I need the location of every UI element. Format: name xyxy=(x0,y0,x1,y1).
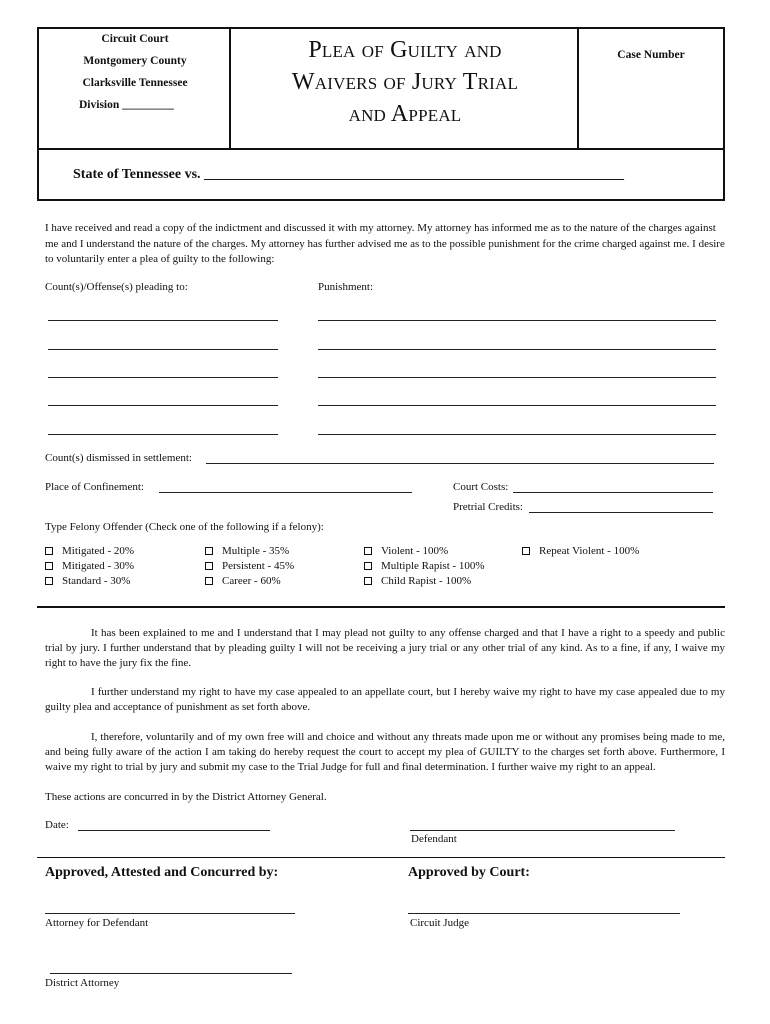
form-title-cell xyxy=(231,29,579,150)
option-multiple-rapist-100[interactable]: Multiple Rapist - 100% xyxy=(364,560,485,572)
attorney-label: Attorney for Defendant xyxy=(45,917,149,929)
attorney-signature-line[interactable] xyxy=(45,913,295,914)
option-career-60[interactable]: Career - 60% xyxy=(205,575,281,587)
count-line[interactable] xyxy=(48,349,278,350)
section-divider xyxy=(37,606,725,608)
court-costs-label: Court Costs: xyxy=(453,481,509,493)
district-attorney-label: District Attorney xyxy=(45,977,120,989)
judge-signature-line[interactable] xyxy=(408,913,680,914)
counts-label: Count(s)/Offense(s) pleading to: xyxy=(45,281,188,293)
form-title-line-2: Waivers of Jury Trial xyxy=(291,69,519,95)
court-name: Circuit Court xyxy=(101,33,169,45)
checkbox-icon[interactable] xyxy=(45,577,53,585)
punishment-line[interactable] xyxy=(318,405,716,406)
date-label: Date: xyxy=(45,819,69,831)
checkbox-icon[interactable] xyxy=(45,562,53,570)
intro-paragraph: I have received and read a copy of the indictment and discussed it with my attorney. My attorney has informed me as to the nature of the charges against me and I understand the nature of the charges. My attorney has further advised me as to the possible punishment for the crime charged against me. I desire to voluntarily enter a plea of guilty to the following: xyxy=(45,222,725,265)
punishment-line[interactable] xyxy=(318,349,716,350)
county-name: Montgomery County xyxy=(83,55,187,67)
judge-label: Circuit Judge xyxy=(410,917,469,929)
signature-divider xyxy=(37,857,725,858)
option-mitigated-30[interactable]: Mitigated - 30% xyxy=(45,560,134,572)
count-line[interactable] xyxy=(48,320,278,321)
punishment-line[interactable] xyxy=(318,377,716,378)
punishment-line[interactable] xyxy=(318,320,716,321)
option-standard-30[interactable]: Standard - 30% xyxy=(45,575,130,587)
option-repeat-violent-100[interactable]: Repeat Violent - 100% xyxy=(522,545,639,557)
form-title-line-3: and Appeal xyxy=(348,101,462,127)
checkbox-icon[interactable] xyxy=(45,547,53,555)
option-persistent-45[interactable]: Persistent - 45% xyxy=(205,560,294,572)
checkbox-icon[interactable] xyxy=(205,577,213,585)
count-line[interactable] xyxy=(48,377,278,378)
state-vs-field[interactable]: State of Tennessee vs. ____________________________________________________________ xyxy=(73,167,625,182)
district-attorney-signature-line[interactable] xyxy=(50,973,292,974)
approved-attested-heading: Approved, Attested and Concurred by: xyxy=(45,865,279,880)
case-number-cell[interactable] xyxy=(579,29,723,150)
defendant-signature-line[interactable] xyxy=(410,830,675,831)
checkbox-icon[interactable] xyxy=(364,577,372,585)
date-line[interactable] xyxy=(78,830,270,831)
division-field[interactable]: Division _________ xyxy=(79,99,174,111)
checkbox-icon[interactable] xyxy=(205,562,213,570)
count-line[interactable] xyxy=(48,405,278,406)
punishment-line[interactable] xyxy=(318,434,716,435)
da-concurrence-text: These actions are concurred in by the District Attorney General. xyxy=(45,791,327,803)
punishment-label: Punishment: xyxy=(318,281,374,293)
dismissed-label: Count(s) dismissed in settlement: xyxy=(45,452,192,464)
defendant-label: Defendant xyxy=(411,833,457,845)
felony-type-label: Type Felony Offender (Check one of the following if a felony): xyxy=(45,521,324,533)
waiver-paragraph-1: It has been explained to me and I understand that I may plead not guilty to any offense charged and that I have a right to a speedy and public trial by jury. I further understand that by pleading guilty I will not be receiving a jury trial or any other trial of any kind. As to a fine, if any, I waive my right to have the jury fix the fine. xyxy=(45,627,725,670)
option-child-rapist-100[interactable]: Child Rapist - 100% xyxy=(364,575,471,587)
city-state: Clarksville Tennessee xyxy=(82,77,188,89)
court-info-cell xyxy=(39,29,231,150)
case-number-label: Case Number xyxy=(617,49,685,61)
approved-court-heading: Approved by Court: xyxy=(408,865,530,880)
option-violent-100[interactable]: Violent - 100% xyxy=(364,545,448,557)
checkbox-icon[interactable] xyxy=(364,547,372,555)
option-multiple-35[interactable]: Multiple - 35% xyxy=(205,545,289,557)
checkbox-icon[interactable] xyxy=(364,562,372,570)
court-costs-line[interactable] xyxy=(513,492,713,493)
confinement-line[interactable] xyxy=(159,492,412,493)
waiver-paragraph-3: I, therefore, voluntarily and of my own free will and choice and without any threats made upon me or without any promises being made to me, and being fully aware of the action I am taking do hereby request the court to accept my plea of GUILTY to the charges set forth above. Furthermore, I waive my right to trial by jury and submit my case to the Trial Judge for full and final determination. I further waive my right to an appeal. xyxy=(45,731,725,774)
checkbox-icon[interactable] xyxy=(522,547,530,555)
form-header xyxy=(37,27,725,201)
dismissed-line[interactable] xyxy=(206,463,714,464)
confinement-label: Place of Confinement: xyxy=(45,481,144,493)
form-title-line-1: Plea of Guilty and xyxy=(308,37,502,63)
option-mitigated-20[interactable]: Mitigated - 20% xyxy=(45,545,134,557)
checkbox-icon[interactable] xyxy=(205,547,213,555)
count-line[interactable] xyxy=(48,434,278,435)
pretrial-credits-line[interactable] xyxy=(529,512,713,513)
waiver-paragraph-2: I further understand my right to have my case appealed to an appellate court, but I hereby waive my right to have my case appealed due to my guilty plea and acceptance of punishment as set forth above. xyxy=(45,686,725,714)
pretrial-credits-label: Pretrial Credits: xyxy=(453,501,523,513)
